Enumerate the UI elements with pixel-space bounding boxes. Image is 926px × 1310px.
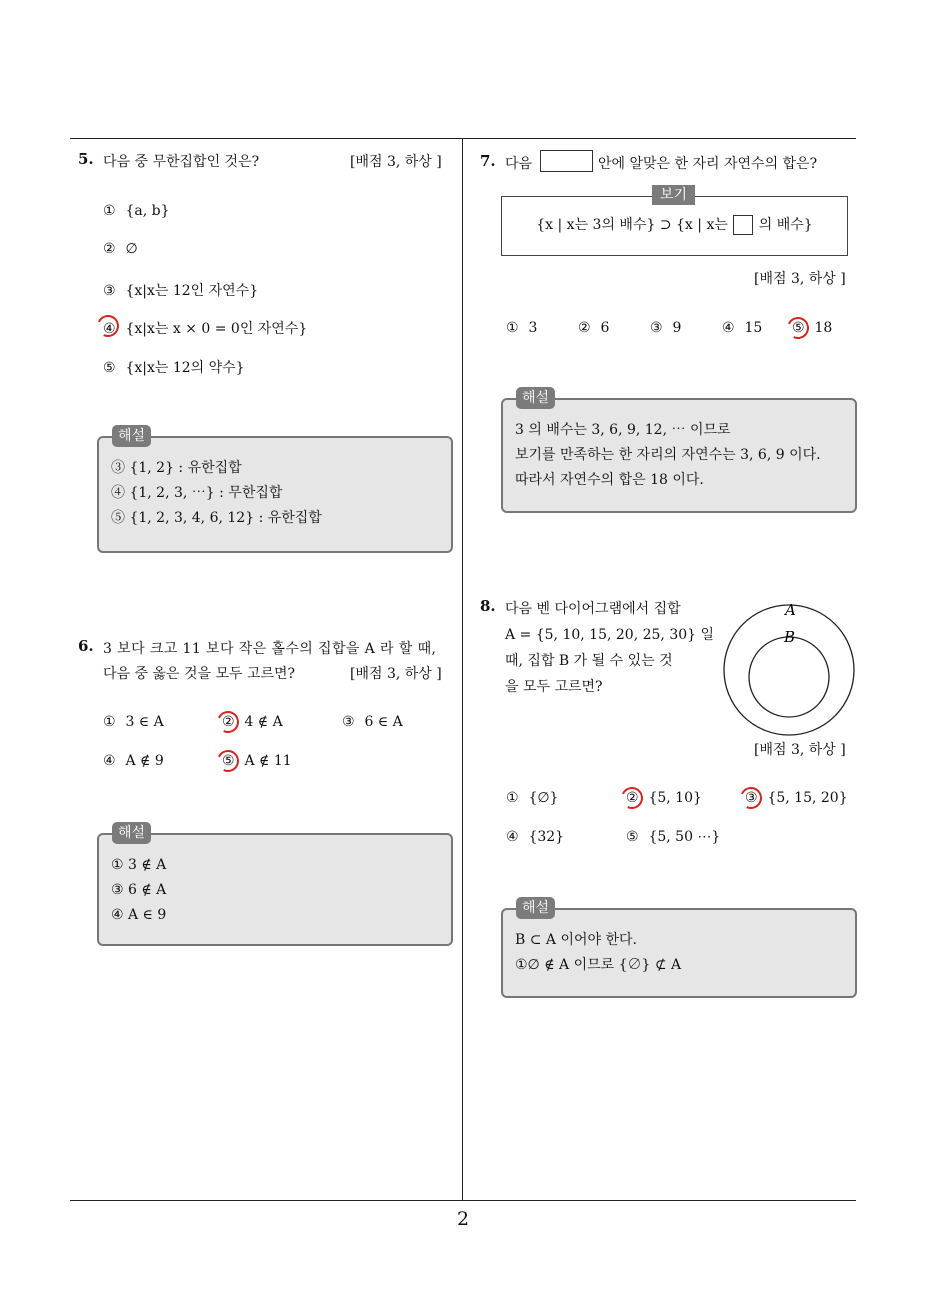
venn-diagram xyxy=(720,600,860,740)
option-mark: ④ xyxy=(506,829,519,845)
option-mark: ③ xyxy=(342,714,355,730)
q7-answer-blank xyxy=(540,150,593,172)
q6-solution-box xyxy=(97,833,453,946)
option-mark: ⑤ xyxy=(222,753,235,769)
option-mark: ① xyxy=(506,320,519,336)
q7-bogi-box xyxy=(501,196,848,256)
option-text: 6 ∈ A xyxy=(364,714,403,730)
bogi-left-text: {x | x는 3의 배수} ⊃ {x | x는 xyxy=(536,217,728,233)
solution-line: 보기를 만족하는 한 자리의 자연수는 3, 6, 9 이다. xyxy=(515,447,821,463)
set-a-circle xyxy=(724,605,854,735)
option-mark: ① xyxy=(506,790,519,806)
q5-meta: [배점 3, 하상 ] xyxy=(350,154,442,170)
option-text: {5, 15, 20} xyxy=(767,790,848,806)
q5-number: 5. xyxy=(78,150,94,168)
option-text: ∅ xyxy=(125,241,138,257)
q8-text-line-4: 을 모두 고르면? xyxy=(505,679,603,695)
option-mark: ① xyxy=(103,203,116,219)
q5-solution-tag: 해설 xyxy=(112,425,151,447)
bogi-right-text: 의 배수} xyxy=(758,217,813,233)
option-text: 18 xyxy=(814,320,833,336)
q6-solution-tag: 해설 xyxy=(112,822,151,844)
answer-circle-q8-2 xyxy=(618,784,646,812)
option-mark: ④ xyxy=(722,320,735,336)
q5-option-3[interactable] xyxy=(103,280,258,300)
q8-meta: [배점 3, 하상 ] xyxy=(754,742,846,758)
solution-line: ①∅ ∉ A 이므로 {∅} ⊄ A xyxy=(515,957,682,973)
q5-option-5[interactable] xyxy=(103,357,245,377)
set-b-circle xyxy=(749,637,829,717)
q8-number: 8. xyxy=(480,597,496,615)
option-text: 6 xyxy=(600,320,610,336)
option-text: 3 xyxy=(528,320,538,336)
option-text: 3 ∈ A xyxy=(125,714,164,730)
bogi-blank xyxy=(733,215,753,235)
q5-option-1[interactable] xyxy=(103,203,169,219)
option-mark: ③ xyxy=(103,283,116,299)
q7-option-1[interactable] xyxy=(506,320,537,336)
solution-line: 3 의 배수는 3, 6, 9, 12, ⋯ 이므로 xyxy=(515,422,731,438)
q7-number: 7. xyxy=(480,152,496,170)
column-divider xyxy=(462,138,463,1201)
solution-line: ③ {1, 2} : 유한집합 xyxy=(111,460,242,476)
option-mark: ⑤ xyxy=(626,829,639,845)
q6-option-4[interactable] xyxy=(103,753,164,769)
solution-line: ⑤ {1, 2, 3, 4, 6, 12} : 유한집합 xyxy=(111,510,322,526)
option-text: {x|x는 12의 약수} xyxy=(125,360,245,376)
option-text: {a, b} xyxy=(125,203,170,219)
q7-meta: [배점 3, 하상 ] xyxy=(754,271,846,287)
venn-label-b: B xyxy=(784,628,796,646)
q8-option-4[interactable] xyxy=(506,829,564,845)
solution-line: 따라서 자연수의 합은 18 이다. xyxy=(515,472,704,488)
bottom-rule xyxy=(70,1200,856,1201)
option-mark: ⑤ xyxy=(792,320,805,336)
option-text: {5, 50 ⋯} xyxy=(648,829,721,845)
q8-text-line-1: 다음 벤 다이어그램에서 집합 xyxy=(505,601,681,617)
q5-option-2[interactable] xyxy=(103,241,138,257)
option-text: {x|x는 12인 자연수} xyxy=(125,283,259,299)
option-mark: ② xyxy=(578,320,591,336)
option-mark: ③ xyxy=(745,790,758,806)
q7-option-2[interactable] xyxy=(578,320,609,336)
q6-option-3[interactable] xyxy=(342,714,403,730)
q5-option-4[interactable] xyxy=(103,318,307,338)
option-text: 15 xyxy=(744,320,763,336)
q8-option-5[interactable] xyxy=(626,829,720,845)
q7-option-4[interactable] xyxy=(722,320,762,336)
option-text: {∅} xyxy=(528,790,559,806)
q7-solution-box xyxy=(501,398,857,513)
solution-line: ③ 6 ∉ A xyxy=(111,882,167,898)
option-mark: ④ xyxy=(103,753,116,769)
q8-solution-tag: 해설 xyxy=(516,897,555,919)
q5-solution-box xyxy=(97,436,453,553)
option-mark: ① xyxy=(103,714,116,730)
q7-text-before: 다음 xyxy=(505,156,533,172)
q7-solution-tag: 해설 xyxy=(516,387,555,409)
q8-solution-box xyxy=(501,908,857,998)
solution-line: ④ {1, 2, 3, ⋯} : 무한집합 xyxy=(111,485,283,501)
page-number: 2 xyxy=(456,1208,470,1230)
option-mark: ④ xyxy=(103,321,116,337)
q6-text-line-1: 3 보다 크고 11 보다 작은 홀수의 집합을 A 라 할 때, xyxy=(103,641,437,657)
q7-text-after: 안에 알맞은 한 자리 자연수의 합은? xyxy=(598,156,818,172)
option-mark: ⑤ xyxy=(103,360,116,376)
q7-bogi-tag: 보기 xyxy=(652,185,695,205)
option-text: {5, 10} xyxy=(648,790,702,806)
answer-circle-q6-5 xyxy=(214,747,242,775)
option-mark: ② xyxy=(222,714,235,730)
option-text: 4 ∉ A xyxy=(244,714,283,730)
q6-text-line-2: 다음 중 옳은 것을 모두 고르면? xyxy=(103,666,296,682)
option-text: A ∉ 9 xyxy=(125,753,164,769)
option-text: {x|x는 x × 0 = 0인 자연수} xyxy=(125,321,308,337)
option-mark: ② xyxy=(626,790,639,806)
solution-line: ④ A ∈ 9 xyxy=(111,907,167,923)
q5-text: 다음 중 무한집합인 것은? xyxy=(103,154,260,170)
solution-line: ① 3 ∉ A xyxy=(111,857,167,873)
option-text: 9 xyxy=(672,320,682,336)
answer-circle-q8-3 xyxy=(737,784,765,812)
venn-label-a: A xyxy=(785,601,796,619)
q7-option-3[interactable] xyxy=(650,320,681,336)
q6-option-1[interactable] xyxy=(103,714,164,730)
option-text: A ∉ 11 xyxy=(244,753,292,769)
q8-text-line-3: 때, 집합 B 가 될 수 있는 것 xyxy=(505,653,673,669)
q6-meta: [배점 3, 하상 ] xyxy=(350,666,442,682)
option-mark: ② xyxy=(103,241,116,257)
option-text: {32} xyxy=(528,829,565,845)
q8-text-line-2: A = {5, 10, 15, 20, 25, 30} 일 xyxy=(505,627,715,643)
answer-circle-q6-2 xyxy=(214,708,242,736)
answer-circle-q7-5 xyxy=(784,314,812,342)
q8-option-1[interactable] xyxy=(506,790,558,806)
option-mark: ③ xyxy=(650,320,663,336)
q6-number: 6. xyxy=(78,637,94,655)
solution-line: B ⊂ A 이어야 한다. xyxy=(515,932,637,948)
top-rule xyxy=(70,138,856,139)
